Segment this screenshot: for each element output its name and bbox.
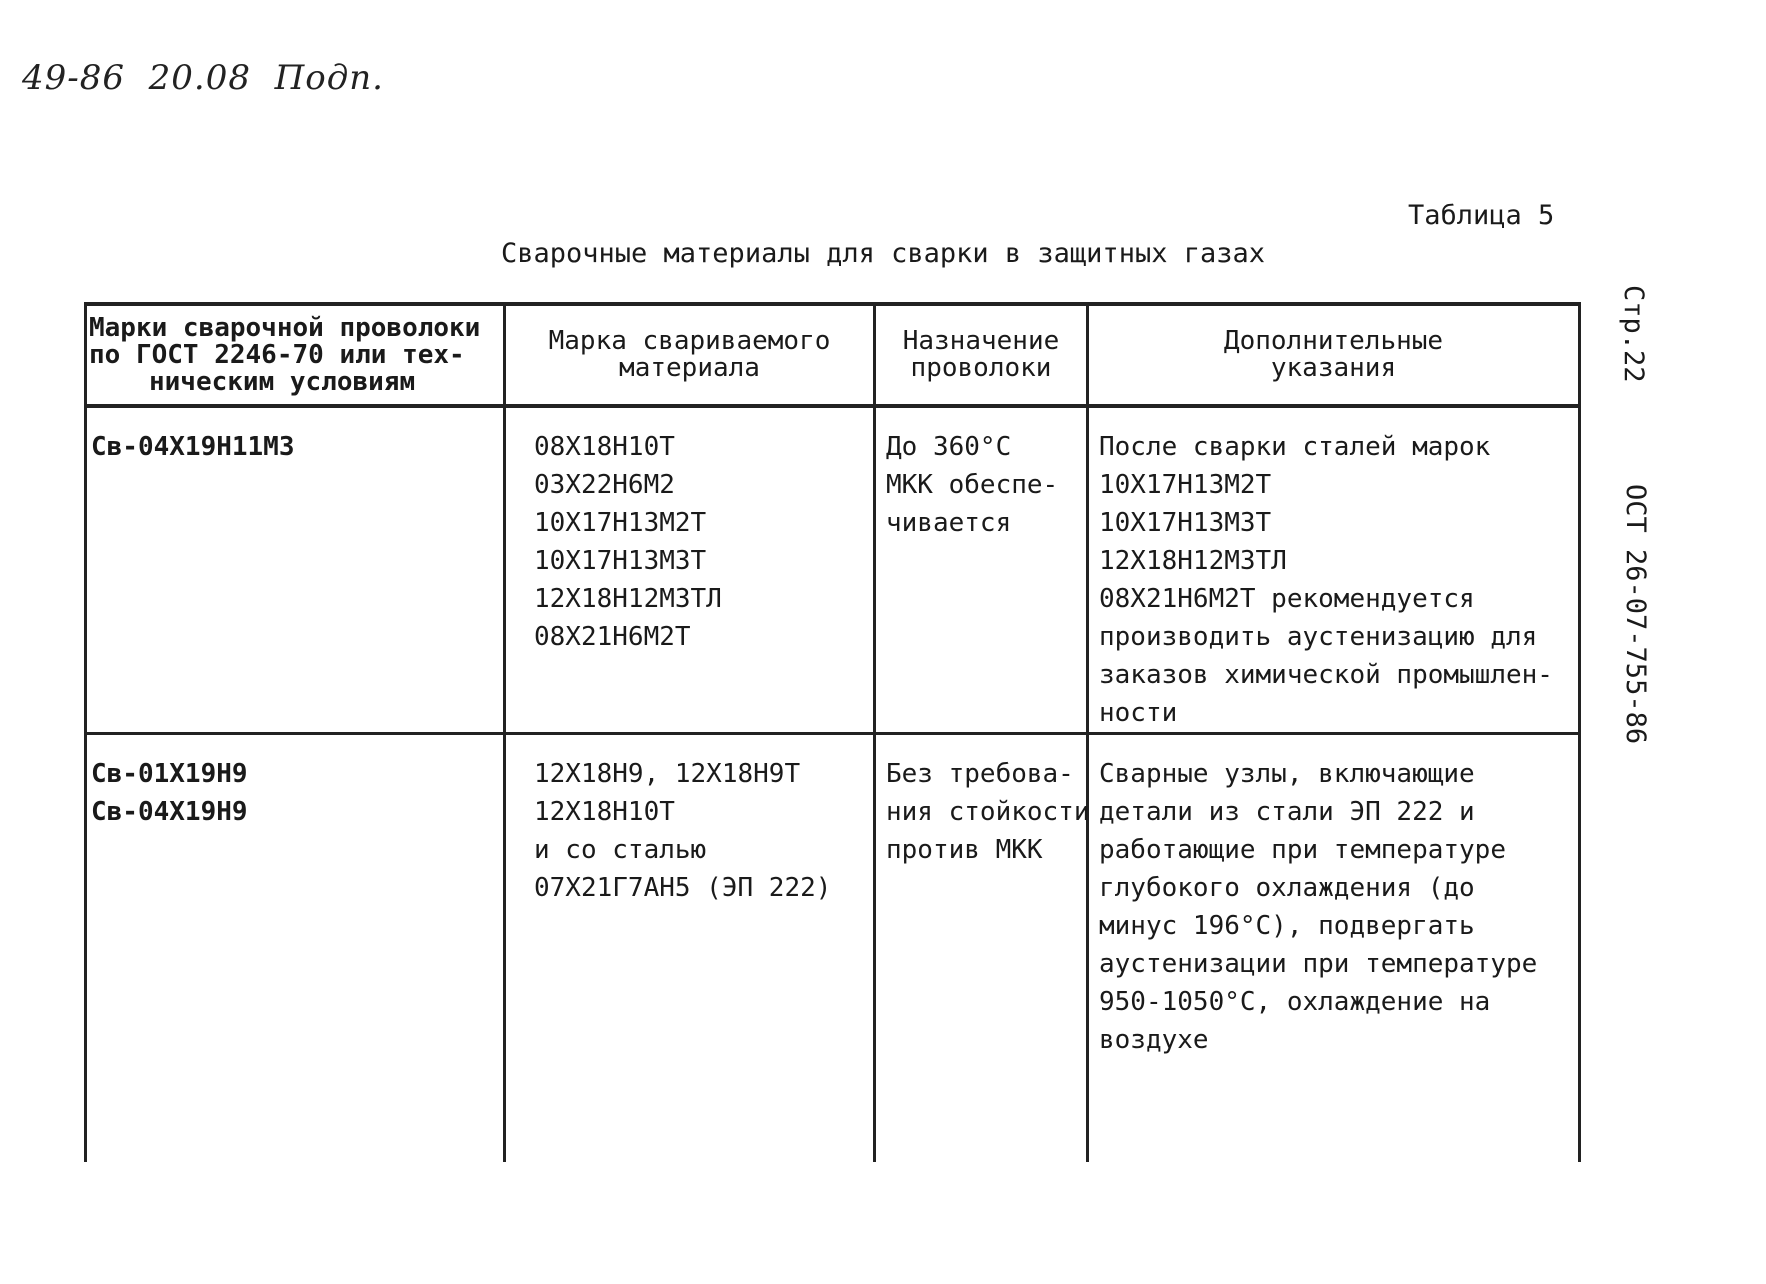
cell-line: 12Х18Н12М3ТЛ (534, 584, 722, 614)
cell-line: глубокого охлаждения (до (1099, 873, 1475, 903)
cell-line: 950-1050°С, охлаждение на (1099, 987, 1491, 1017)
cell-line: и со сталью (534, 835, 707, 865)
cell-line: 08Х18Н10Т (534, 432, 675, 462)
cell-line: После сварки сталей марок (1099, 432, 1491, 462)
cell-line: Сварные узлы, включающие (1099, 759, 1475, 789)
header-line: проволоки (910, 353, 1052, 383)
cell-line: ния стойкости (886, 797, 1090, 827)
cell-line: 10Х17Н13М3Т (534, 546, 707, 576)
header-wire-grade (86, 304, 505, 406)
table-title: Сварочные материалы для сварки в защитных газах (500, 238, 1265, 269)
cell-line: воздухе (1099, 1025, 1209, 1055)
cell-material (505, 406, 875, 734)
cell-notes (1088, 734, 1580, 1163)
header-line: материала (619, 353, 760, 383)
header-purpose (875, 304, 1088, 406)
cell-line: минус 196°С), подвергать (1099, 911, 1475, 941)
cell-line: 12Х18Н10Т (534, 797, 675, 827)
cell-line: 08Х21Н6М2Т (534, 622, 691, 652)
cell-wire-grade (86, 406, 505, 734)
cell-line: 10Х17Н13М2Т (534, 508, 707, 538)
cell-purpose (875, 406, 1088, 734)
header-line: Марки сварочной проволоки (89, 312, 481, 343)
cell-line: детали из стали ЭП 222 и (1099, 797, 1475, 827)
cell-purpose (875, 734, 1088, 1163)
cell-line: 10Х17Н13М3Т (1099, 508, 1272, 538)
cell-line: аустенизации при температуре (1099, 949, 1538, 979)
cell-line: заказов химической промышлен- (1099, 660, 1553, 690)
cell-wire-grade (86, 734, 505, 1163)
header-line: по ГОСТ 2246-70 или тех- (89, 339, 465, 370)
table-row (86, 406, 1580, 734)
cell-line: ности (1099, 698, 1178, 728)
cell-line: против МКК (886, 835, 1043, 865)
header-material (505, 304, 875, 406)
cell-line: 03Х22Н6М2 (534, 470, 675, 500)
table-row (86, 734, 1580, 1163)
cell-line: чивается (886, 508, 1012, 538)
standard-code: ОСТ 26-07-755-86 (1620, 484, 1651, 745)
cell-line: До 360°С (886, 432, 1012, 462)
header-row (86, 304, 1580, 406)
table-number: Таблица 5 (1408, 200, 1555, 231)
header-line: Назначение (902, 326, 1060, 356)
cell-line: работающие при температуре (1099, 835, 1506, 865)
cell-line: МКК обеспе- (886, 470, 1059, 500)
cell-line: Св-04Х19Н9 (91, 797, 248, 827)
page-number: Стр.22 (1618, 285, 1649, 383)
cell-line: 08Х21Н6М2Т рекомендуется (1099, 584, 1475, 614)
header-notes (1088, 304, 1580, 406)
cell-line: 12Х18Н9, 12Х18Н9Т (534, 759, 801, 789)
header-line: указания (1270, 353, 1397, 383)
cell-notes (1088, 406, 1580, 734)
cell-line: Св-04Х19Н11М3 (91, 432, 295, 462)
cell-material (505, 734, 875, 1163)
header-line: ническим условиям (149, 366, 416, 397)
cell-line: 07Х21Г7АН5 (ЭП 222) (534, 873, 832, 903)
welding-materials-table (84, 302, 1581, 1162)
cell-line: Св-01Х19Н9 (91, 759, 248, 789)
cell-line: 12Х18Н12М3ТЛ (1099, 546, 1287, 576)
cell-line: Без требова- (886, 759, 1074, 789)
header-line: Марка свариваемого (548, 326, 831, 356)
cell-line: 10Х17Н13М2Т (1099, 470, 1272, 500)
handwritten-note: 49-86 20.08 Подп. (22, 58, 384, 98)
cell-line: производить аустенизацию для (1099, 622, 1538, 652)
header-line: Дополнительные (1223, 326, 1444, 356)
